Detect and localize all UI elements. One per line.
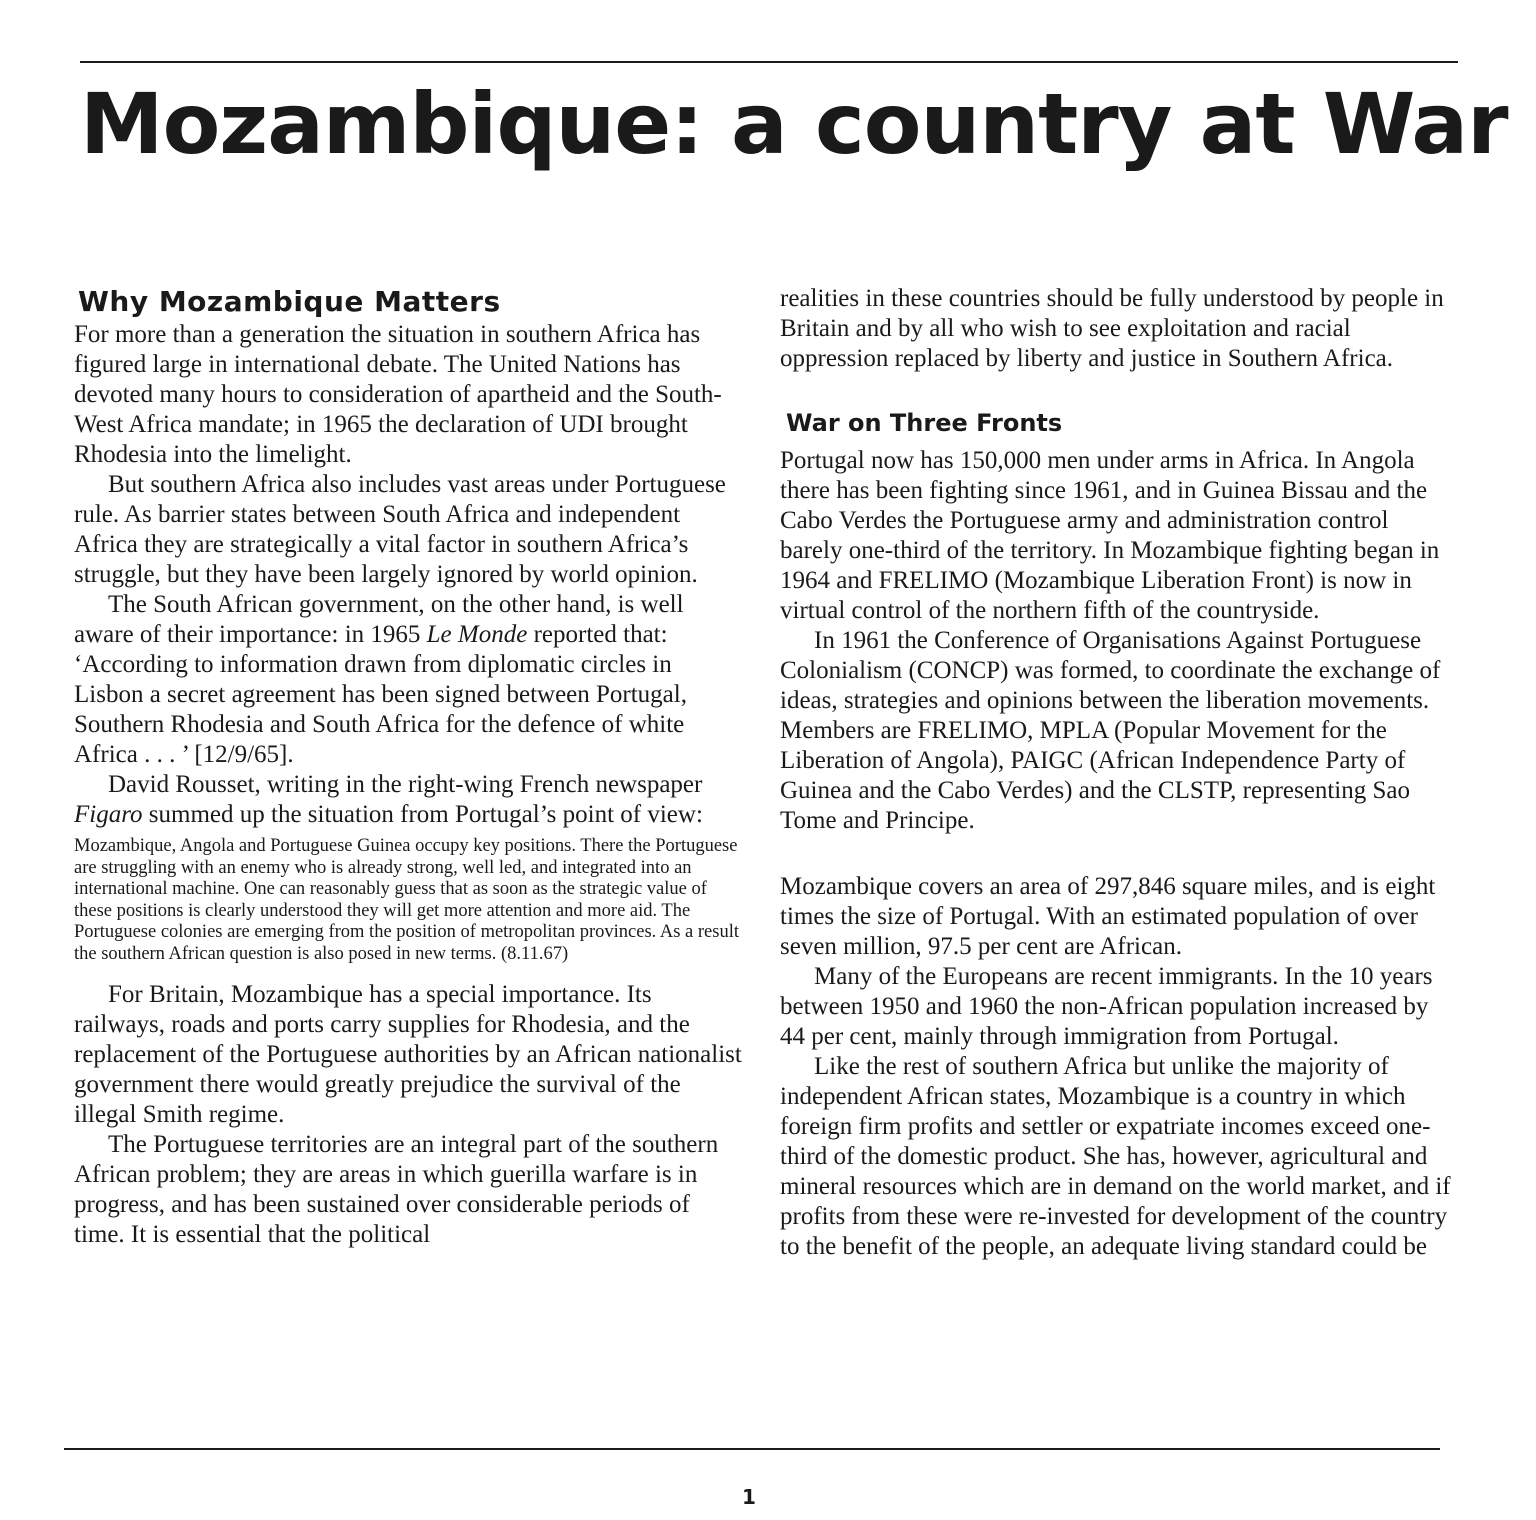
paragraph: Portugal now has 150,000 men under arms in Africa. In Angola there has been fighting since 1961, and in Guinea Bissau and the Cabo Verdes the Portuguese army and administration control barely one-third of the territory. In Mozambique fighting began in 1964 and FRELIMO (Mozambique Liberation Front) is now in virtual control of the northern fifth of the countryside. bbox=[780, 447, 1440, 624]
page-title: Mozambique: a country at War bbox=[80, 75, 1508, 173]
paragraph: Mozambique covers an area of 297,846 square miles, and is eight times the size of Portugal. With an estimated population of over seven million, 97.5 per cent are African. bbox=[780, 873, 1436, 960]
paragraph: realities in these countries should be fully understood by people in Britain and by all who wish to see exploitation and racial oppression replaced by liberty and justice in Southern Africa. bbox=[780, 285, 1444, 372]
top-rule bbox=[80, 61, 1458, 63]
bottom-rule bbox=[64, 1448, 1440, 1450]
paragraph: Like the rest of southern Africa but unlike the majority of independent African states, Mozambique is a country in which foreign firm profits and settler or expatriate incomes exceed one-third of the domestic product. She has, however, agricultural and mineral resources which are in demand on the world market, and if profits from these were re-invested for development of the country to the benefit of the people, an adequate living standard could be bbox=[780, 1053, 1451, 1260]
right-column bbox=[780, 284, 1456, 1262]
text-run: summed up the situation from Portugal’s point of view: bbox=[142, 801, 703, 828]
text-run: reported that: ‘According to information drawn from diplomatic circles in Lisbon a secret agreement has been signed between Portugal, Southern Rhodesia and South Africa for the defence of white Africa . . . ’ [12/9/65]. bbox=[74, 621, 687, 768]
publication-name-figaro: Figaro bbox=[74, 801, 143, 828]
publication-name-le-monde: Le Monde bbox=[426, 621, 528, 648]
text-run: The South African government, on the other hand, is well aware of their importance: in 1965 bbox=[74, 591, 684, 648]
paragraph: For Britain, Mozambique has a special importance. Its railways, roads and ports carry supplies for Rhodesia, and the replacement of the Portuguese authorities by an African nationalist government there would greatly prejudice the survival of the illegal Smith regime. bbox=[74, 980, 742, 1128]
paragraph: But southern Africa also includes vast areas under Portuguese rule. As barrier states between South Africa and independent Africa they are strategically a vital factor in southern Africa’s struggle, but they have been largely ignored by world opinion. bbox=[74, 471, 726, 588]
left-column bbox=[74, 284, 744, 1250]
page-number: 1 bbox=[742, 1485, 756, 1509]
section-heading-war-on-three-fronts: War on Three Fronts bbox=[786, 409, 1063, 437]
text-run: David Rousset, writing in the right-wing French newspaper bbox=[108, 771, 703, 798]
paragraph: For more than a generation the situation in southern Africa has figured large in international debate. The United Nations has devoted many hours to consideration of apartheid and the South-West Africa mandate; in 1965 the declaration of UDI brought Rhodesia into the limelight. bbox=[74, 321, 722, 468]
block-quote: Mozambique, Angola and Portuguese Guinea occupy key positions. There the Portuguese are struggling with an enemy who is already strong, well led, and integrated into an international machine. One can reasonably guess that as soon as the strategic value of these positions is clearly understood they will get more attention and more aid. The Portuguese colonies are emerging from the position of metropolitan provinces. As a result the southern African question is also posed in new terms. (8.11.67) bbox=[74, 836, 739, 964]
paragraph bbox=[74, 590, 744, 770]
paragraph: Many of the Europeans are recent immigrants. In the 10 years between 1950 and 1960 the non-African population increased by 44 per cent, mainly through immigration from Portugal. bbox=[780, 963, 1433, 1050]
paragraph bbox=[74, 770, 744, 830]
paragraph: The Portuguese territories are an integral part of the southern African problem; they are areas in which guerilla warfare is in progress, and has been sustained over considerable periods of time. It is essential that the political bbox=[74, 1130, 719, 1248]
paragraph: In 1961 the Conference of Organisations Against Portuguese Colonialism (CONCP) was formed, to coordinate the exchange of ideas, strategies and opinions between the liberation movements. Members are FRELIMO, MPLA (Popular Movement for the Liberation of Angola), PAIGC (African Independence Party of Guinea and the Cabo Verdes) and the CLSTP, representing Sao Tome and Principe. bbox=[780, 627, 1441, 834]
section-heading-why-mozambique-matters: Why Mozambique Matters bbox=[78, 285, 501, 318]
